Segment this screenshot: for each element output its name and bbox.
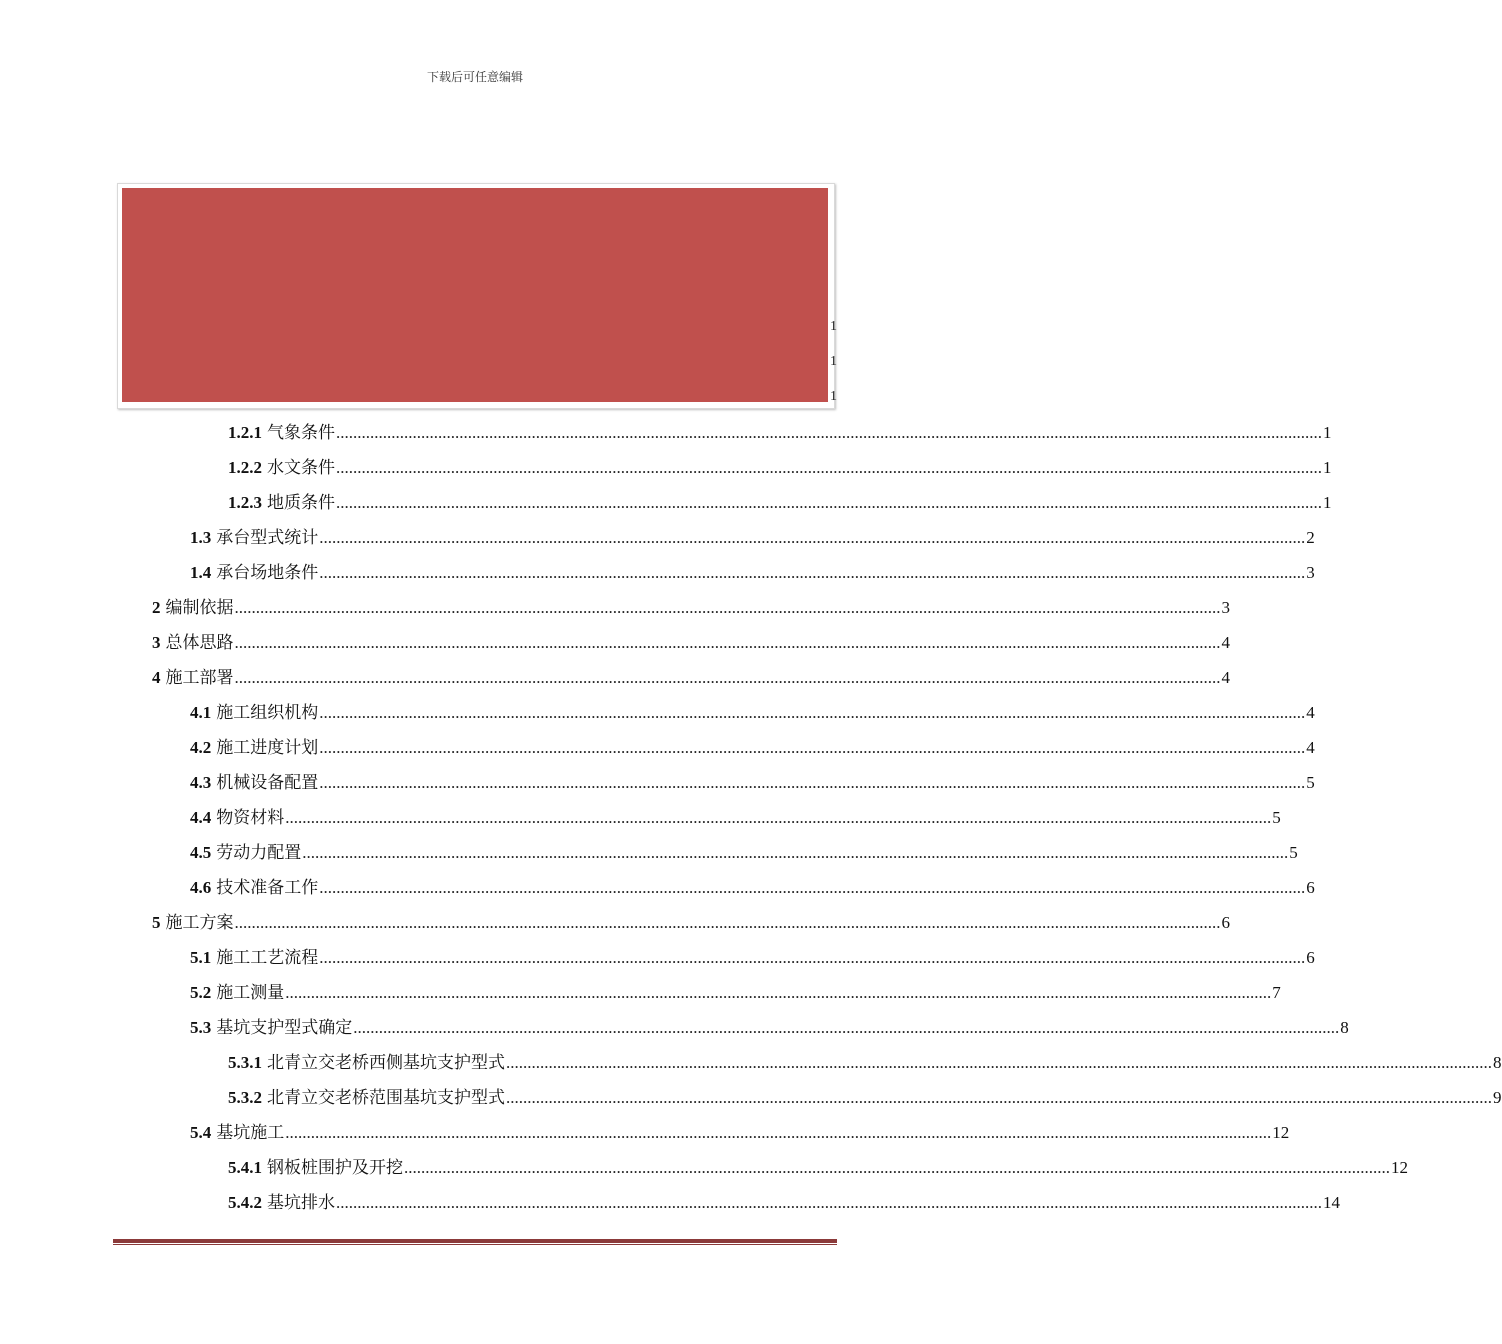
toc-dot-leader (235, 905, 1221, 940)
toc-dot-leader (336, 450, 1322, 485)
toc-dot-leader (319, 555, 1305, 590)
toc-entry-number: 4.1 (190, 703, 212, 722)
toc-entry-number: 5.2 (190, 983, 212, 1002)
toc-entry-title: 物资材料 (216, 808, 285, 827)
toc-entry-page: 8 (1493, 1053, 1502, 1072)
toc-entry[interactable] (228, 485, 1332, 520)
toc-dot-leader (506, 1045, 1492, 1080)
toc-dot-leader (235, 625, 1221, 660)
toc-entry-title: 施工部署 (165, 668, 234, 687)
toc-dot-leader (235, 590, 1221, 625)
toc-entry-number: 5.1 (190, 948, 212, 967)
toc-entry[interactable] (190, 975, 1281, 1010)
toc-entry-title: 钢板桩围护及开挖 (267, 1158, 403, 1177)
toc-entry[interactable] (190, 520, 1315, 555)
toc-entry[interactable] (228, 1080, 1502, 1115)
toc-entry[interactable] (190, 765, 1315, 800)
toc-entry-number: 4 (152, 668, 161, 687)
toc-entry[interactable] (190, 800, 1281, 835)
toc-entry[interactable] (190, 1010, 1349, 1045)
toc-entry-title: 编制依据 (165, 598, 234, 617)
toc-dot-leader (506, 1080, 1492, 1115)
toc-entry-number: 1.2.3 (228, 493, 262, 512)
toc-entry-title: 北青立交老桥西侧基坑支护型式 (267, 1053, 505, 1072)
toc-entry-page: 9 (1493, 1088, 1502, 1107)
toc-entry-number: 5.3 (190, 1018, 212, 1037)
toc-entry-page: 4 (1221, 633, 1230, 652)
toc-dot-leader (235, 660, 1221, 695)
toc-entry-page: 12 (1391, 1158, 1408, 1177)
toc-dot-leader (302, 835, 1288, 870)
toc-dot-leader (353, 1010, 1339, 1045)
toc-entry-number: 4.2 (190, 738, 212, 757)
toc-entry[interactable] (190, 555, 1315, 590)
toc-entry-title: 总体思路 (165, 633, 234, 652)
toc-dot-leader (319, 940, 1305, 975)
toc-entry-page: 6 (1221, 913, 1230, 932)
toc-entry[interactable] (152, 905, 1230, 940)
toc-entry-number: 1.2.2 (228, 458, 262, 477)
toc-dot-leader (319, 520, 1305, 555)
toc-entry[interactable] (228, 1150, 1408, 1185)
toc-dot-leader (404, 1150, 1390, 1185)
footer-rule-thick (113, 1239, 837, 1243)
toc-entry-title: 施工方案 (165, 913, 234, 932)
toc-entry-number: 4.6 (190, 878, 212, 897)
toc-entry-number: 4.4 (190, 808, 212, 827)
toc-entry[interactable] (190, 730, 1315, 765)
toc-entry-number: 5 (152, 913, 161, 932)
toc-entry-page: 4 (1306, 703, 1315, 722)
cover-image-frame (117, 183, 835, 409)
toc-entry-title: 北青立交老桥范围基坑支护型式 (267, 1088, 505, 1107)
toc-entry[interactable] (190, 1115, 1290, 1150)
toc-dot-leader (285, 975, 1271, 1010)
toc-entry-page: 12 (1272, 1123, 1290, 1142)
toc-entry[interactable] (190, 695, 1315, 730)
toc-entry[interactable] (228, 450, 1332, 485)
toc-entry-number: 5.4.2 (228, 1193, 262, 1212)
toc-entry-number: 5.4.1 (228, 1158, 262, 1177)
toc-entry[interactable] (152, 590, 1230, 625)
toc-entry-title: 地质条件 (267, 493, 335, 512)
toc-dot-leader (285, 1115, 1271, 1150)
toc-entry-title: 施工进度计划 (216, 738, 319, 757)
toc-entry-title: 水文条件 (267, 458, 335, 477)
toc-entry-number: 1.3 (190, 528, 212, 547)
toc-entry-title: 承台型式统计 (216, 528, 319, 547)
toc-dot-leader (336, 485, 1322, 520)
toc-entry-page: 3 (1306, 563, 1315, 582)
toc-entry-title: 劳动力配置 (216, 843, 302, 862)
toc-entry-page: 4 (1306, 738, 1315, 757)
toc-entry-page: 5 (1289, 843, 1298, 862)
toc-entry[interactable] (190, 835, 1298, 870)
toc-dot-leader (319, 870, 1305, 905)
toc-entry-number: 5.3.2 (228, 1088, 262, 1107)
toc-entry-title: 施工测量 (216, 983, 285, 1002)
toc-entry-number: 2 (152, 598, 161, 617)
toc-entry-title: 气象条件 (267, 423, 335, 442)
toc-dot-leader (319, 765, 1305, 800)
toc-entry-page: 7 (1272, 983, 1281, 1002)
toc-entry-page: 6 (1306, 948, 1315, 967)
toc-entry-page: 5 (1272, 808, 1281, 827)
edge-page-mark: 1 (830, 389, 837, 404)
toc-entry-title: 施工工艺流程 (216, 948, 319, 967)
toc-entry[interactable] (190, 940, 1315, 975)
toc-entry-title: 基坑排水 (267, 1193, 335, 1212)
edge-page-mark: 1 (830, 319, 837, 334)
toc-entry-number: 1.4 (190, 563, 212, 582)
toc-entry-title: 基坑施工 (216, 1123, 285, 1142)
toc-entry-page: 14 (1323, 1193, 1340, 1212)
toc-entry-number: 3 (152, 633, 161, 652)
toc-entry-page: 3 (1221, 598, 1230, 617)
toc-entry[interactable] (228, 1045, 1502, 1080)
toc-entry-page: 4 (1221, 668, 1230, 687)
toc-entry-title: 承台场地条件 (216, 563, 319, 582)
footer-rule-thin (113, 1244, 837, 1245)
toc-entry-title: 基坑支护型式确定 (216, 1018, 353, 1037)
toc-entry-page: 5 (1306, 773, 1315, 792)
toc-entry-number: 5.3.1 (228, 1053, 262, 1072)
toc-entry-page: 1 (1323, 493, 1332, 512)
toc-entry-number: 4.3 (190, 773, 212, 792)
edge-page-mark: 1 (830, 354, 837, 369)
toc-dot-leader (319, 695, 1305, 730)
toc-entry[interactable] (228, 415, 1332, 450)
toc-entry[interactable] (152, 625, 1230, 660)
toc-dot-leader (336, 415, 1322, 450)
toc-entry-page: 2 (1306, 528, 1315, 547)
toc-entry-title: 技术准备工作 (216, 878, 319, 897)
toc-entry-number: 5.4 (190, 1123, 212, 1142)
toc-dot-leader (285, 800, 1271, 835)
toc-entry-title: 施工组织机构 (216, 703, 319, 722)
toc-entry-page: 1 (1323, 423, 1332, 442)
header-note: 下载后可任意编辑 (426, 70, 523, 84)
cover-color-block (122, 188, 828, 402)
toc-dot-leader (319, 730, 1305, 765)
toc-entry-title: 机械设备配置 (216, 773, 319, 792)
toc-entry-number: 1.2.1 (228, 423, 262, 442)
toc-entry[interactable] (190, 870, 1315, 905)
footer-rule (113, 1239, 837, 1246)
toc-entry-number: 4.5 (190, 843, 212, 862)
toc-entry-page: 8 (1340, 1018, 1349, 1037)
toc-entry[interactable] (152, 660, 1230, 695)
toc-entry-page: 6 (1306, 878, 1315, 897)
toc-entry[interactable] (228, 1185, 1340, 1220)
toc-entry-page: 1 (1323, 458, 1332, 477)
toc-dot-leader (336, 1185, 1322, 1220)
